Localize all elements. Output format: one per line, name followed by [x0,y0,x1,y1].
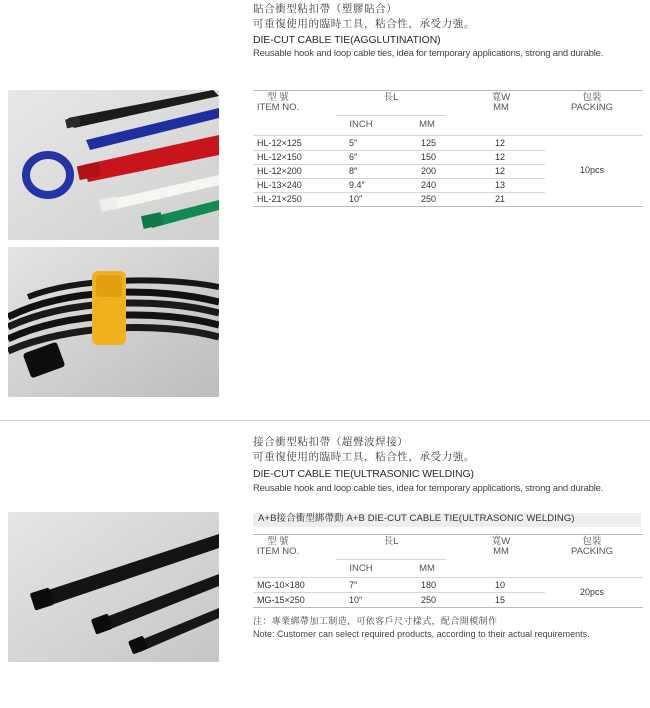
table2-header-item-en: ITEM NO. [256,546,300,557]
table-row-inch: 8″ [349,166,358,176]
table2-top-rule [253,534,643,535]
table-row-inch: 5″ [349,138,358,148]
table1-header-item-cn: 型 號 [267,92,289,103]
table-row-rule [253,592,545,593]
table2-header-width-unit: MM [493,546,509,557]
table1-header-width-unit: MM [493,102,509,113]
yellow-tie-on-cables-photo [8,247,219,397]
section2-subtitle-cn: 可重復使用的臨時工具，粘合性，承受力強。 [253,451,475,463]
table-row-rule [253,178,545,179]
table1-header-packing-cn: 包裝 [582,92,602,103]
table-row-mm: 150 [421,152,437,162]
table2-header-inch: INCH [349,563,373,574]
table1-length-rule [336,115,446,116]
table-row-item: HL-21×250 [257,194,302,204]
table-row-mm: 200 [421,166,437,176]
table-row-inch: 10″ [349,595,363,605]
table-row-inch: 10″ [349,194,363,204]
table-row-width: 21 [495,194,506,204]
section2-title-cn: 接合衝型粘扣帶（超聲波焊接） [253,436,409,448]
table-row-item: HL-12×125 [257,138,302,148]
table2-header-packing-en: PACKING [570,546,614,557]
table1-bottom-rule [253,206,643,207]
table1-header-width: 寬W [491,92,511,103]
table-row-rule [253,164,545,165]
section1-title-en: DIE-CUT CABLE TIE(AGGLUTINATION) [253,34,441,46]
table2-header-rule [253,577,643,578]
table1-header-item-en: ITEM NO. [256,102,300,113]
table-row-width: 12 [495,152,506,162]
table1-packing: 10pcs [579,165,605,175]
table-row-mm: 180 [421,580,437,590]
table1-header-mm: MM [419,119,435,130]
section2-title-en: DIE-CUT CABLE TIE(ULTRASONIC WELDING) [253,468,474,480]
table2-header-length: 長L [383,536,399,547]
table-row-width: 12 [495,138,506,148]
section2-desc-en: Reusable hook and loop cable ties, idea for temporary applications, strong and durable. [253,483,604,494]
note-en: Note: Customer can select required products, according to their actual requirements. [253,629,590,639]
table-row-width: 13 [495,180,506,190]
table2-header-packing-cn: 包裝 [582,536,602,547]
section-divider [0,420,650,421]
table-row-inch: 7″ [349,580,358,590]
table-row-mm: 250 [421,194,437,204]
table-row-rule [253,150,545,151]
table1-top-rule [253,90,643,91]
table2-packing: 20pcs [579,587,605,597]
table-row-item: HL-12×200 [257,166,302,176]
table-row-inch: 9.4″ [349,180,365,190]
section1-title-cn: 貼合衝型粘扣帶（塑膠貼合） [253,3,398,15]
table-row-inch: 6″ [349,152,358,162]
note-cn: 注：專業綁帶加工制造，可依客戶尺寸樣式，配合開模制作 [253,616,498,626]
table-row-item: MG-15×250 [257,595,305,605]
table2-length-rule [336,559,446,560]
table1-header-packing-en: PACKING [570,102,614,113]
table-row-mm: 125 [421,138,437,148]
table-row-item: HL-12×150 [257,152,302,162]
table-row-mm: 240 [421,180,437,190]
table1-header-length: 長L [383,92,399,103]
table-row-width: 10 [495,580,506,590]
section1-subtitle-cn: 可重復使用的臨時工具，粘合性，承受力強。 [253,18,475,30]
section1-desc-en: Reusable hook and loop cable ties, idea for temporary applications, strong and durable. [253,48,604,59]
table-row-mm: 250 [421,595,437,605]
table-row-rule [253,192,545,193]
table2-bottom-rule [253,607,643,608]
table1-header-inch: INCH [349,119,373,130]
black-cable-ties-photo [8,512,219,662]
colored-cable-ties-photo [8,90,219,240]
table2-header-item-cn: 型 號 [267,536,289,547]
table2-header-mm: MM [419,563,435,574]
table-row-item: HL-13×240 [257,180,302,190]
table2-header-width: 寬W [491,536,511,547]
section2-band-title: A+B接合衝型綁帶動 A+B DIE-CUT CABLE TIE(ULTRASONIC WELDING) [258,513,575,524]
table-row-width: 12 [495,166,506,176]
table-row-item: MG-10×180 [257,580,305,590]
table-row-width: 15 [495,595,506,605]
table1-header-rule [253,135,643,136]
